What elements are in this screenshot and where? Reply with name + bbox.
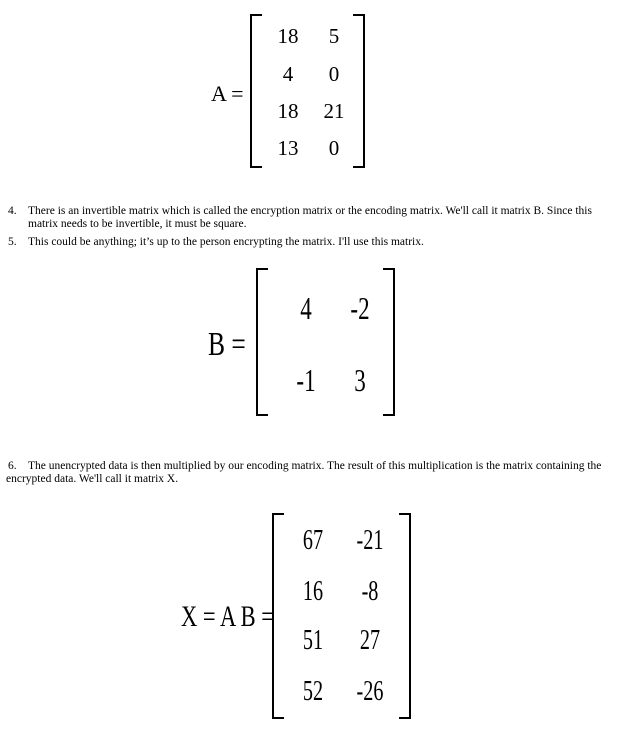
matrix-a-cell: 0	[328, 62, 340, 86]
matrix-x-cell: 27	[359, 625, 381, 656]
matrix-x	[272, 513, 411, 719]
matrix-b-cell: -2	[350, 290, 370, 326]
matrix-x-left-bracket	[272, 513, 284, 719]
matrix-a-cell: 21	[323, 99, 345, 123]
matrix-b-cell: 3	[354, 362, 366, 398]
matrix-b-cell: 4	[300, 290, 312, 326]
matrix-b-right-bracket	[383, 268, 395, 416]
step-6	[8, 460, 616, 486]
step-number: 6.	[8, 460, 17, 472]
matrix-a-label: A =	[211, 81, 244, 106]
step-text-line: encrypted data. We'll call it matrix X.	[6, 473, 179, 485]
matrix-a-cell: 0	[328, 136, 340, 160]
matrix-x-cell: 67	[302, 525, 324, 556]
step-4	[8, 205, 616, 231]
matrix-a	[250, 14, 365, 168]
matrix-x-cell: 52	[302, 676, 324, 707]
matrix-x-cell: -21	[356, 525, 384, 556]
step-number: 4.	[8, 205, 17, 217]
step-text-line: There is an invertible matrix which is called the encryption matrix or the encoding matrix. We'll call it matrix B. Since this	[28, 205, 592, 217]
matrix-a-right-bracket	[353, 14, 365, 168]
matrix-a-left-bracket	[250, 14, 262, 168]
step-number: 5.	[8, 236, 17, 248]
matrix-a-cell: 4	[282, 62, 294, 86]
step-text-line: The unencrypted data is then multiplied by our encoding matrix. The result of this multiplication is the matrix containing the	[28, 460, 602, 472]
matrix-x-cell: -26	[356, 676, 384, 707]
step-text-line: This could be anything; it’s up to the person encrypting the matrix. I'll use this matrix.	[28, 236, 424, 248]
matrix-b-left-bracket	[256, 268, 268, 416]
matrix-x-cell: -8	[361, 576, 379, 607]
step-text-line: matrix needs to be invertible, it must be square.	[28, 218, 247, 230]
matrix-b	[256, 268, 395, 416]
matrix-b-label: B =	[208, 326, 246, 363]
matrix-x-right-bracket	[399, 513, 411, 719]
matrix-a-cell: 13	[277, 136, 299, 160]
matrix-x-cell: 16	[302, 576, 324, 607]
matrix-x-label: X = A B =	[181, 600, 274, 633]
matrix-x-cell: 51	[302, 625, 324, 656]
matrix-a-cell: 5	[328, 24, 340, 48]
matrix-b-cell: -1	[296, 362, 316, 398]
step-5	[8, 236, 616, 249]
matrix-a-cell: 18	[277, 24, 299, 48]
matrix-a-cell: 18	[277, 99, 299, 123]
